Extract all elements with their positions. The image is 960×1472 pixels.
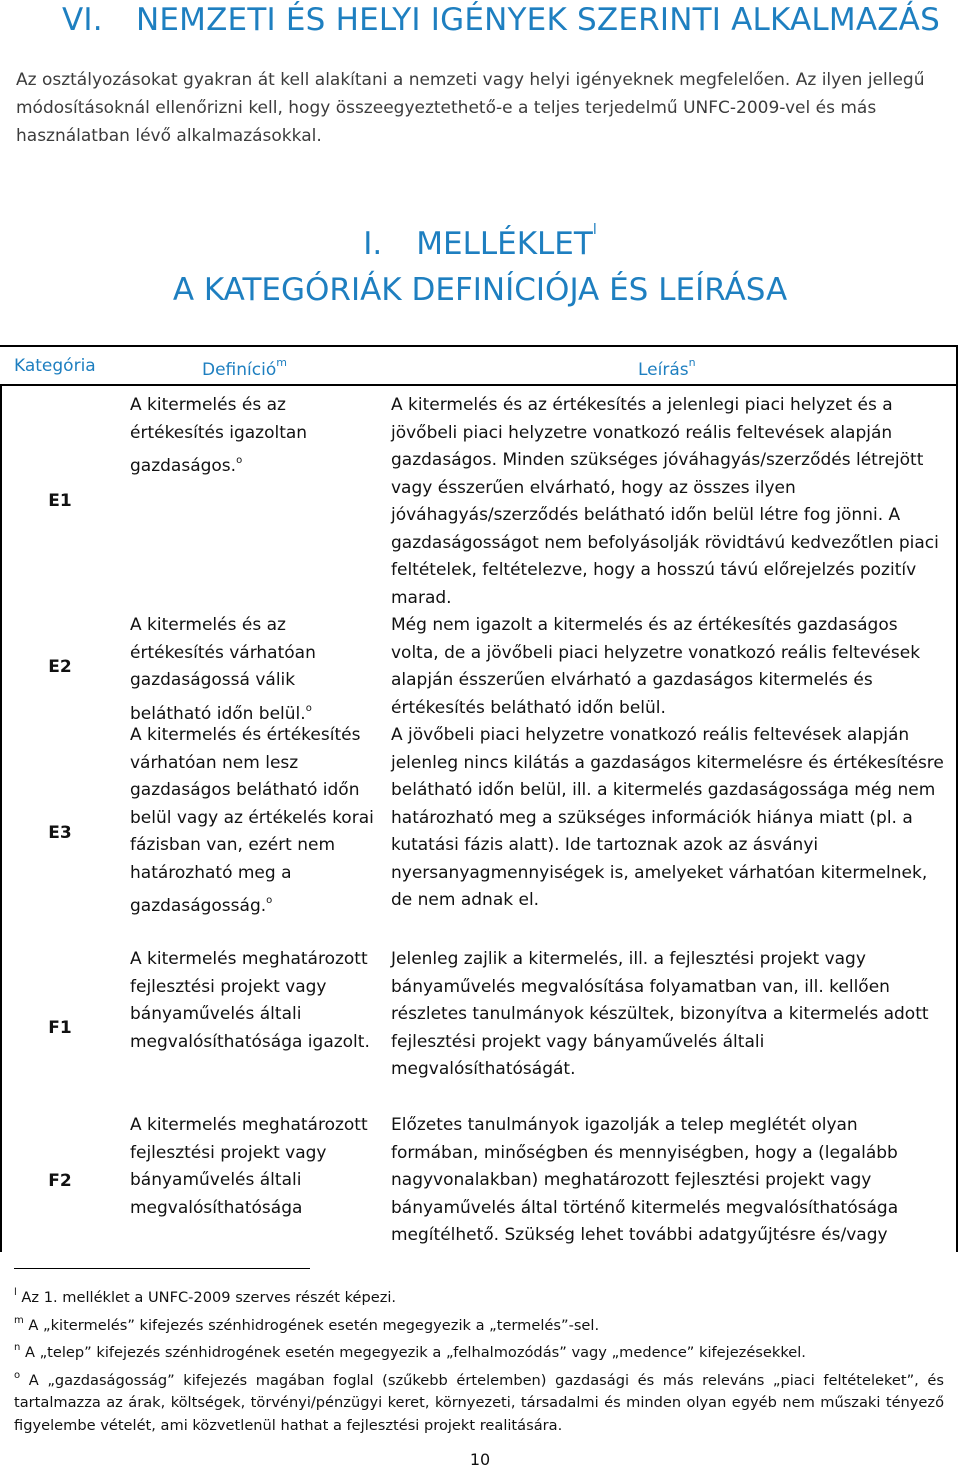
footnote-ref: n <box>688 356 696 369</box>
footnotes <box>14 1282 944 1437</box>
definition-cell <box>130 722 376 921</box>
header-definition <box>202 356 287 380</box>
header-description-label: Leírás <box>638 360 689 380</box>
category-cell: E1 <box>48 491 72 511</box>
category-cell: F2 <box>48 1171 72 1191</box>
definition-text: A kitermelés és az értékesítés igazoltan gazdaságos. <box>130 395 308 476</box>
annex-title: MELLÉKLET <box>416 226 593 262</box>
footnote-ref: o <box>236 455 243 466</box>
definition-cell: A kitermelés meghatározott fejlesztési projekt vagy bányaművelés általi megvalósíthatósága igazolt. <box>130 949 370 1052</box>
footnote-ref: o <box>266 895 273 906</box>
footnote <box>14 1365 944 1438</box>
annex-number: I. <box>363 226 383 262</box>
footnote-text: A „telep” kifejezés szénhidrogének esetén megegyezik a „felhalmozódás” vagy „medence” kifejezésekkel. <box>24 1344 806 1361</box>
footnote-ref: o <box>305 702 312 714</box>
table-header-border <box>0 384 958 386</box>
header-description <box>638 356 696 380</box>
description-cell: Jelenleg zajlik a kitermelés, ill. a fejlesztési projekt vagy bányaművelés megvalósítása folyamatban van, ill. kellően részletes tanulmányok készültek, bizonyítva a kitermelés adott fejlesztési projekt vagy bányaművelés általi megvalósíthatóságát. <box>391 949 929 1079</box>
category-cell: F1 <box>48 1018 72 1038</box>
footnote-text: A „kitermelés” kifejezés szénhidrogének esetén megegyezik a „termelés”-sel. <box>28 1316 600 1334</box>
footnote-ref: m <box>276 356 287 369</box>
header-category: Kategória <box>14 356 96 376</box>
annex-subtitle: A KATEGÓRIÁK DEFINÍCIÓJA ÉS LEÍRÁSA <box>172 272 788 308</box>
description-cell: A kitermelés és az értékesítés a jelenlegi piaci helyzet és a jövőbeli piaci helyzetre vonatkozó reális feltevések alapján gazdaságos. Minden szükséges jóváhagyás/szerződés létrejött vagy ésszerűen elvárható, hogy az összes ilyen jóváhagyás/szerződés belátható időn belül létre fog jönni. A gazdaságosságot nem befolyásolják rövidtávú kedvezőtlen piaci feltételek, feltételezve, hogy a hosszú távú előrejelzés pozitív marad. <box>391 395 939 608</box>
table-top-border <box>0 345 958 347</box>
footnote-ref: l <box>592 222 597 238</box>
footnote <box>14 1310 944 1338</box>
footnote-separator <box>14 1268 310 1269</box>
intro-paragraph: Az osztályozásokat gyakran át kell alakítani a nemzeti vagy helyi igényeknek megfelelően. Az ilyen jellegű módosításoknál ellenőrizni kell, hogy összeegyeztethető-e a teljes terjedelmű UNFC-2009-vel és más használatban lévő alkalmazásokkal. <box>16 70 925 146</box>
footnote-mark: l <box>14 1287 17 1298</box>
description-cell: Még nem igazolt a kitermelés és az értékesítés gazdaságos volta, de a jövőbeli piaci helyzetre vonatkozó reális feltevések alapján ésszerűen elvárható a gazdaságos kitermelés és értékesítés belátható időn belül. <box>391 615 921 718</box>
definition-cell <box>130 612 376 728</box>
footnote-text: Az 1. melléklet a UNFC-2009 szerves részét képezi. <box>21 1289 397 1306</box>
category-cell: E3 <box>48 823 72 843</box>
section-number: VI. <box>62 2 103 38</box>
footnote-text: A „gazdaságosság” kifejezés magában foglal (szűkebb értelemben) gazdasági és más releváns „piaci feltételeket”, és tartalmazza az árak, költségek, törvényi/pénzügyi keret, környezeti, társadalmi és minden olyan egyéb nem műszaki tényező figyelembe vételét, ami közvetlenül hathat a fejlesztési projekt realitására. <box>14 1371 944 1434</box>
footnote-mark: o <box>14 1369 21 1381</box>
description-cell: A jövőbeli piaci helyzetre vonatkozó reális feltevések alapján jelenleg nincs kilátás a gazdaságos kitermelésre és értékesítésre belátható időn belül, ill. a kitermelés gazdaságossága még nem határozható meg a szükséges információk hiánya miatt (pl. a kutatási fázis alatt). Ide tartoznak azok az ásványi nyersanyagmennyiségek is, amelyeket várhatóan kitermelnek, de nem adnak el. <box>391 725 944 910</box>
section-heading <box>62 2 940 38</box>
footnote <box>14 1337 944 1365</box>
table-right-border <box>956 345 958 1252</box>
definition-text: A kitermelés és az értékesítés várhatóan gazdaságossá válik belátható időn belül. <box>130 615 316 724</box>
annex-heading <box>0 222 960 262</box>
footnote-mark: n <box>14 1342 21 1353</box>
footnote <box>14 1282 944 1310</box>
header-definition-label: Definíció <box>202 360 277 380</box>
definition-cell <box>130 392 376 481</box>
category-cell: E2 <box>48 657 72 677</box>
page-number: 10 <box>469 1450 491 1469</box>
description-cell: Előzetes tanulmányok igazolják a telep meglétét olyan formában, minőségben és mennyiségben, hogy a (legalább nagyvonalakban) meghatározott fejlesztési projekt vagy bányaművelés által történő kitermelés megvalósíthatósága megítélhető. Szükség lehet további adatgyűjtésre és/vagy <box>391 1115 899 1245</box>
section-title: NEMZETI ÉS HELYI IGÉNYEK SZERINTI ALKALMAZÁS <box>136 2 940 38</box>
definition-cell: A kitermelés meghatározott fejlesztési projekt vagy bányaművelés általi megvalósíthatósága <box>130 1115 368 1218</box>
definition-text: A kitermelés és értékesítés várhatóan nem lesz gazdaságos belátható időn belül vagy az értékelés korai fázisban van, ezért nem határozható meg a gazdaságosság. <box>130 725 374 916</box>
footnote-mark: m <box>14 1314 24 1326</box>
